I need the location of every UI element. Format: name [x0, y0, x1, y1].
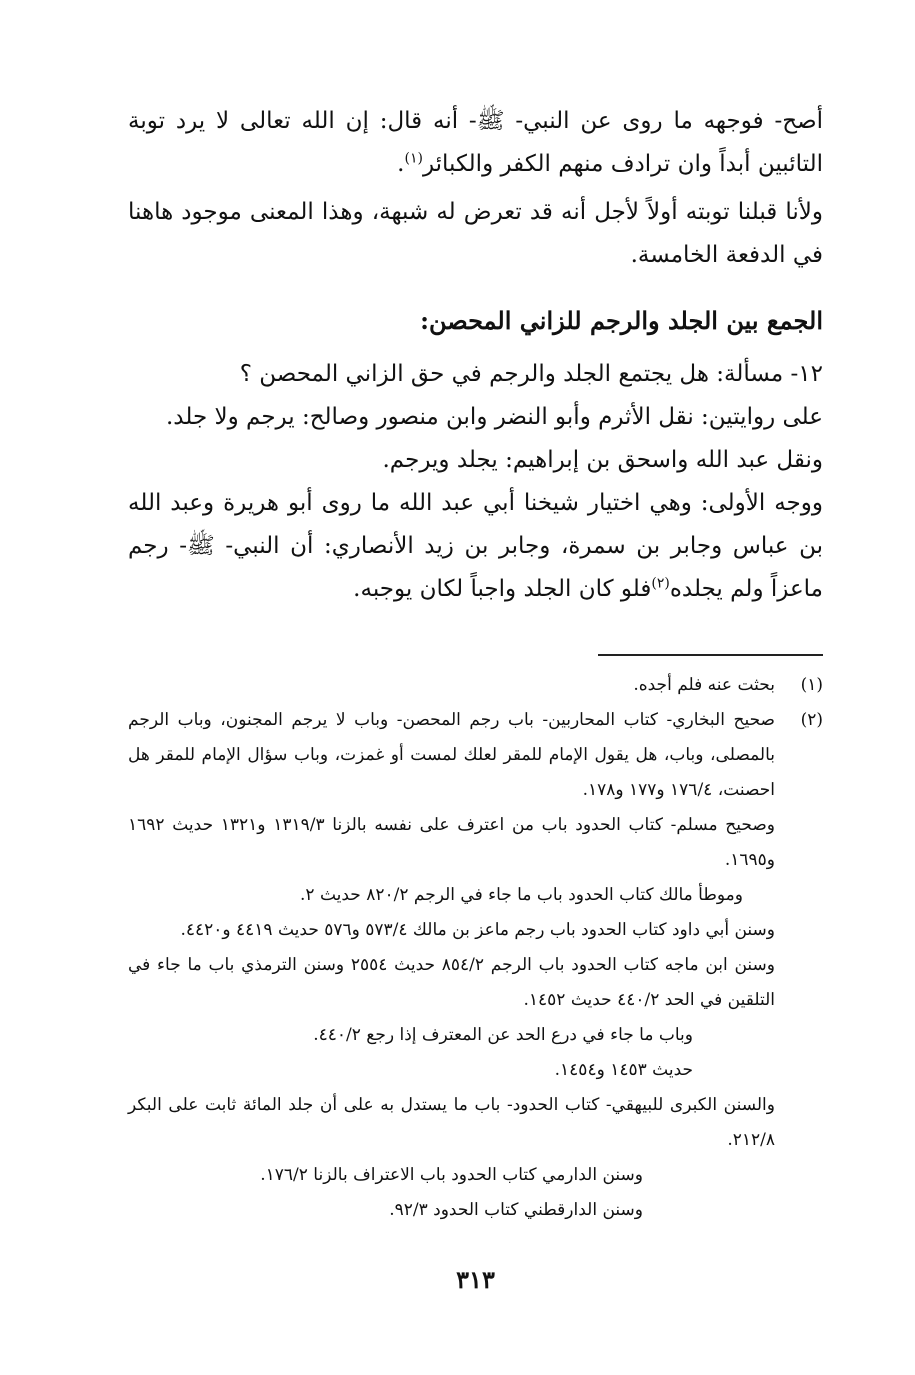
main-text [128, 100, 823, 611]
paragraph-4: ونقل عبد الله واسحق بن إبراهيم: يجلد ويرجم. [382, 447, 823, 473]
footnote-2 [128, 703, 823, 808]
footnotes [128, 668, 823, 1228]
paragraph-2: ولأنا قبلنا توبته أولاً لأجل أنه قد تعرض له شبهة، وهذا المعنى موجود هاهنا في الدفعة الخامسة. [128, 199, 823, 268]
footnote-2-darimi: وسنن الدارمي كتاب الحدود باب الاعتراف بالزنا ١٧٦/٢. [260, 1165, 643, 1185]
paragraph-5-end: فلو كان الجلد واجباً لكان يوجبه. [353, 576, 652, 602]
footnote-2-tirmidhi-bab: وباب ما جاء في درع الحد عن المعترف إذا رجع ٤٤٠/٢. [313, 1025, 693, 1045]
footnote-2-ibn-majah: وسنن ابن ماجه كتاب الحدود باب الرجم ٨٥٤/٢ حديث ٢٥٥٤ وسنن الترمذي باب ما جاء في التلقين في الحد ٤٤٠/٢ حديث ١٤٥٢. [128, 955, 776, 1010]
paragraph-1-text: أصح- فوجهه ما روى عن النبي- ﷺ- أنه قال: إن الله تعالى لا يرد توبة التائبين أبداً وان ترادف منهم الكفر والكبائر [128, 108, 823, 177]
footnote-2-hadith: حديث ١٤٥٣ و١٤٥٤. [554, 1060, 693, 1080]
footnote-ref-2: (٢) [651, 575, 670, 592]
footnote-2-daraqutni: وسنن الدارقطني كتاب الحدود ٩٢/٣. [389, 1200, 643, 1220]
document-page [128, 100, 823, 1340]
paragraph-3: على روايتين: نقل الأثرم وأبو النضر وابن منصور وصالح: يرجم ولا جلد. [165, 404, 823, 430]
paragraph-5 [128, 482, 823, 611]
footnote-2-abu-dawud: وسنن أبي داود كتاب الحدود باب رجم ماعز بن مالك ٥٧٣/٤ و٥٧٦ حديث ٤٤١٩ و٤٤٢٠. [180, 920, 775, 940]
footnote-2-text: صحيح البخاري- كتاب المحاربين- باب رجم المحصن- وباب لا يرجم المجنون، وباب الرجم بالمصلى، وباب، هل يقول الإمام للمقر لعلك لمست أو غمزت، وباب سؤال الإمام للمقر هل احصنت، ١٧٦/٤ و١٧٧ و١٧٨. [128, 710, 775, 800]
footnote-2-bayhaqi: والسنن الكبرى للبيهقي- كتاب الحدود- باب ما يستدل به على أن جلد المائة ثابت على البكر ٢١٢/٨. [128, 1095, 775, 1150]
paragraph-5-text: ووجه الأولى: وهي اختيار شيخنا أبي عبد الله ما روى أبو هريرة وعبد الله بن عباس وجابر بن سمرة، وجابر بن زيد الأنصاري: أن النبي- ﷺ- رجم ماعزاً ولم يجلده [128, 490, 823, 602]
page-number: ٣١٣ [456, 1265, 495, 1294]
footnote-2-number: (٢) [800, 710, 823, 730]
paragraph-1-end: . [397, 151, 405, 177]
question-paragraph: ١٢- مسألة: هل يجتمع الجلد والرجم في حق الزاني المحصن ؟ [239, 361, 823, 387]
footnote-ref-1: (١) [404, 150, 423, 167]
paragraph-1 [128, 100, 823, 186]
footnote-2-muslim: وصحيح مسلم- كتاب الحدود باب من اعترف على نفسه بالزنا ١٣١٩/٣ و١٣٢١ حديث ١٦٩٢ و١٦٩٥. [128, 815, 775, 870]
section-heading: الجمع بين الجلد والرجم للزاني المحصن: [420, 306, 823, 335]
footnote-1-number: (١) [800, 675, 823, 695]
footnote-1 [128, 668, 823, 703]
footnote-1-text: بحثت عنه فلم أجده. [633, 675, 775, 695]
footnote-2-malik: وموطأ مالك كتاب الحدود باب ما جاء في الرجم ٨٢٠/٢ حديث ٢. [300, 885, 743, 905]
footnote-separator [598, 654, 823, 656]
